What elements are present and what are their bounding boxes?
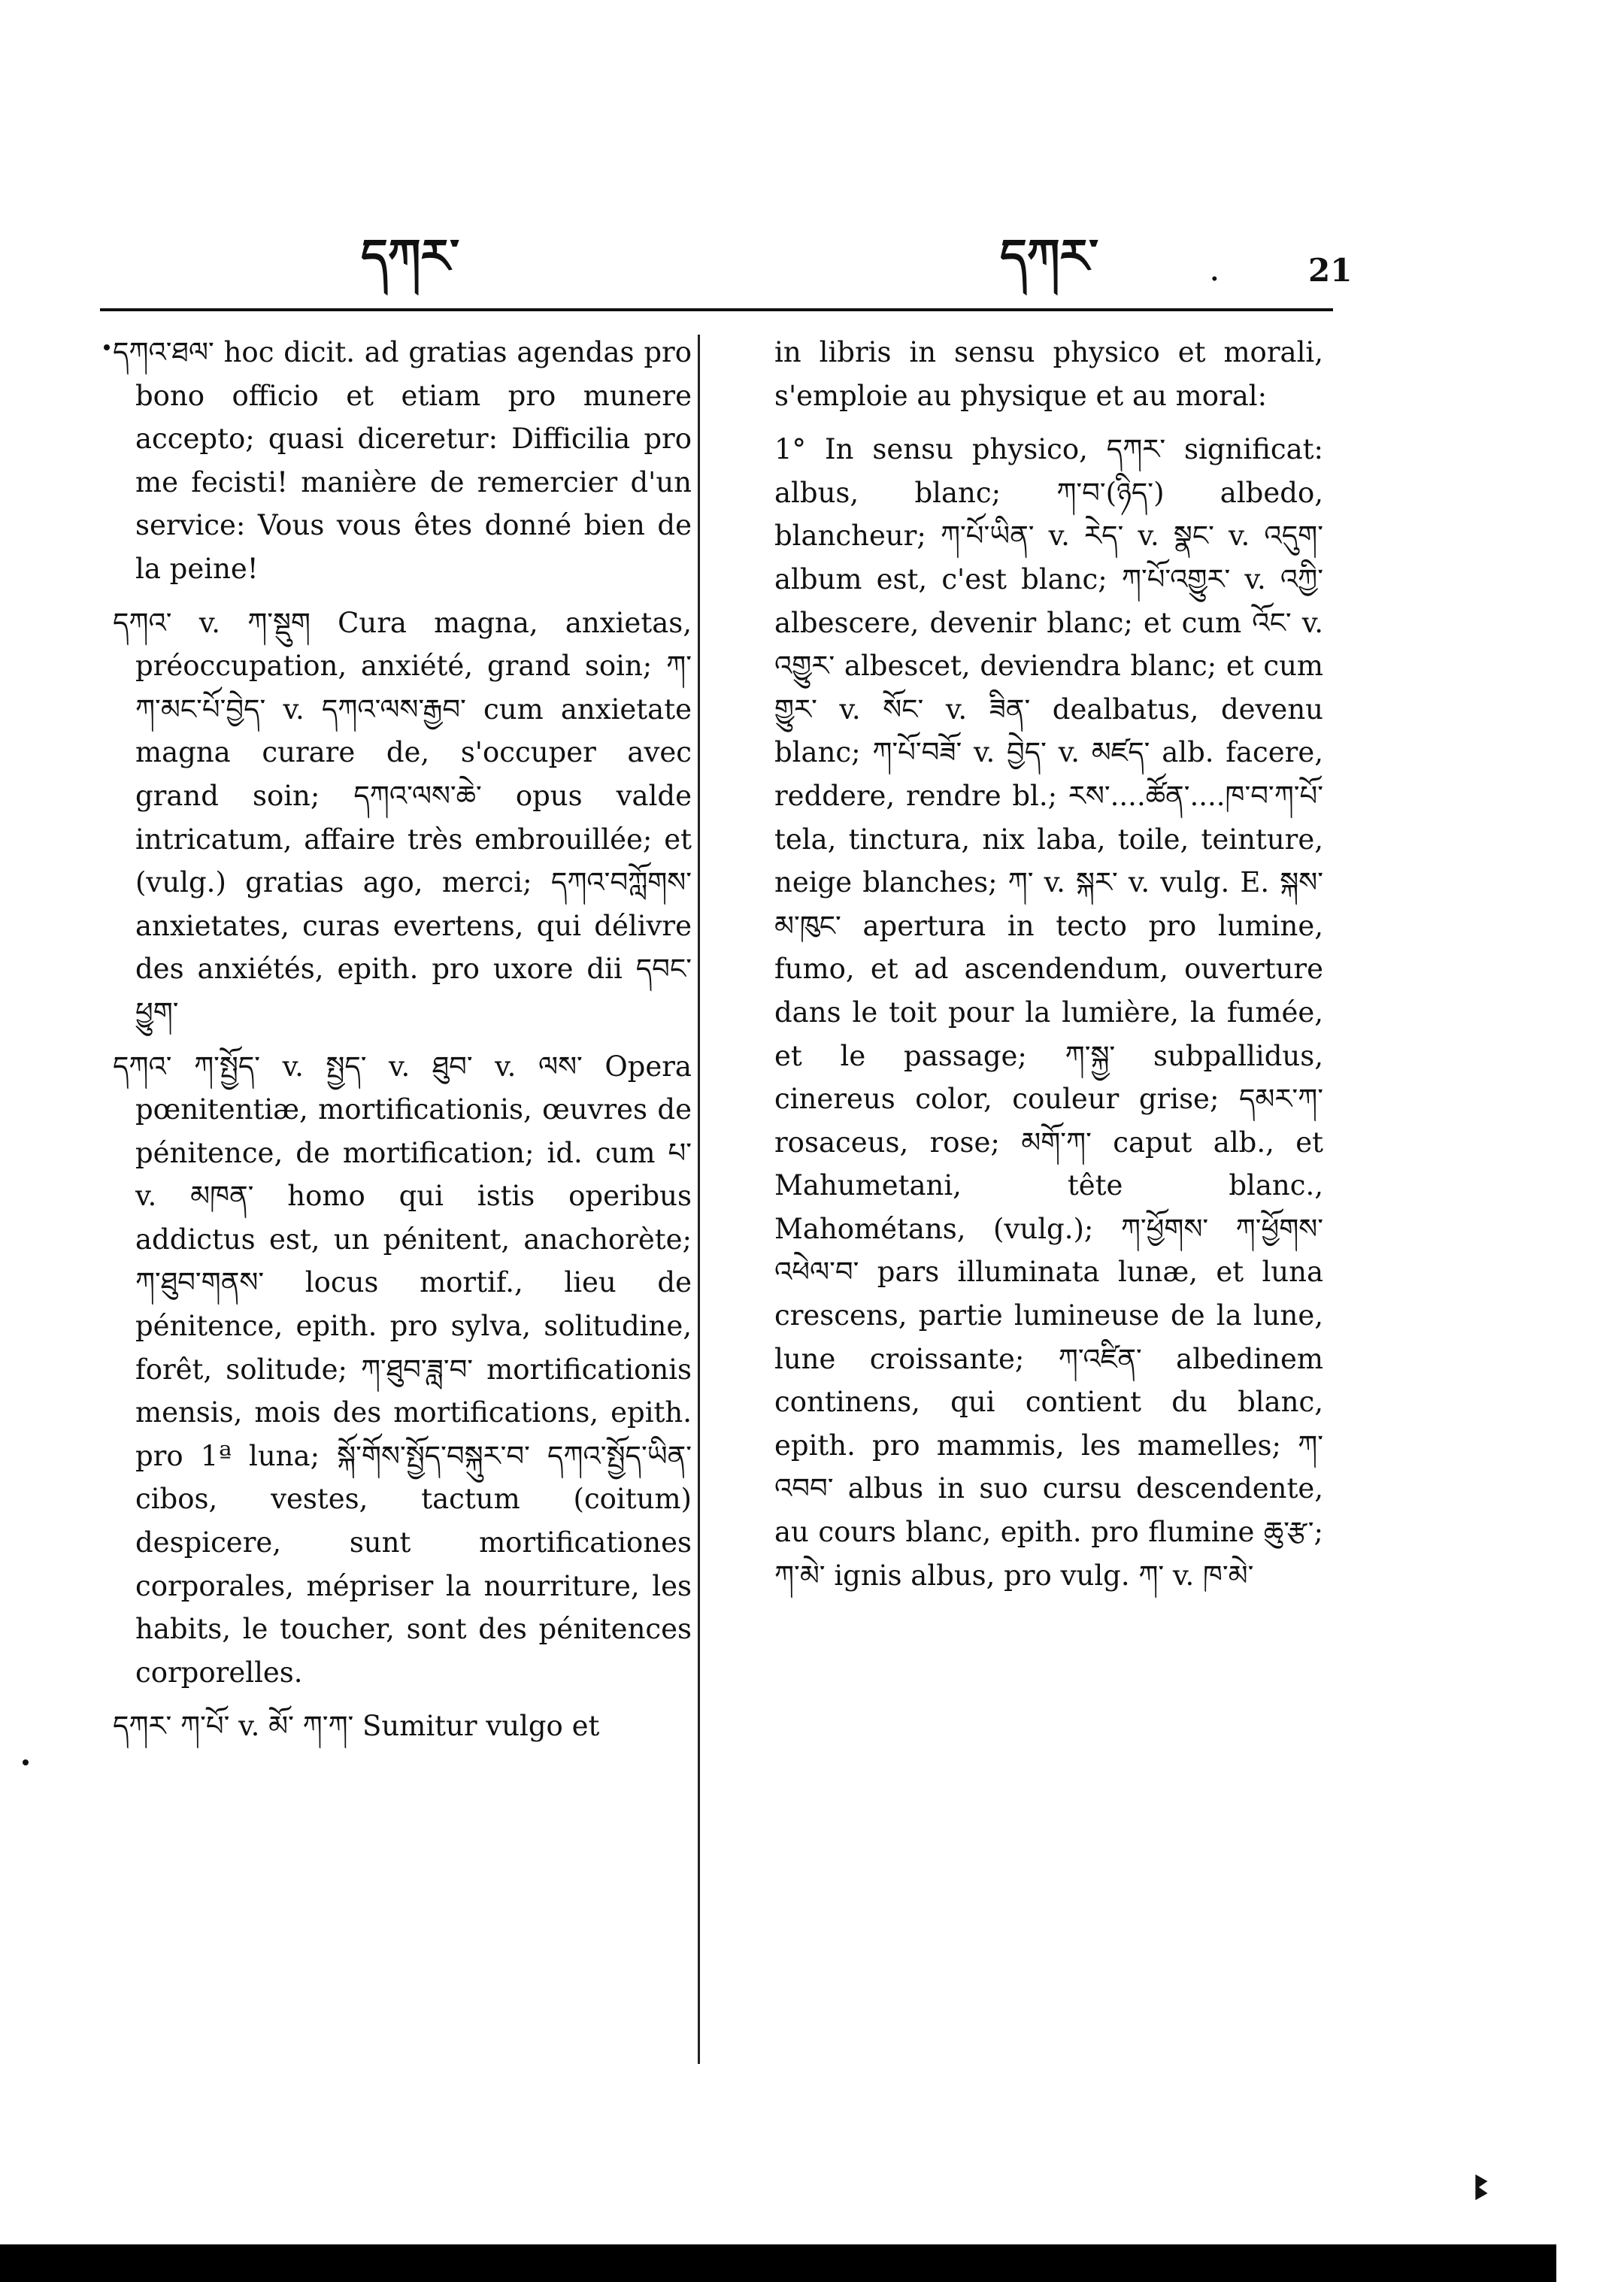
entry-dkah-opera: དཀའ་ ཀ་སྤྱོད་ v. སྤྱད་ v. ཐུབ་ v. ལས་ Opera pœnitentiæ, mortificationis, œuvres de pénitence, de mortification; id. cum པ་ v. མཁན་ homo qui istis operibus addictus est, un pénitent, anachorète; ཀ་ཐུབ་གནས་ locus mortif., lieu de pénitence, epith. pro sylva, solitudine, forêt, solitude; ཀ་ཐུབ་ཟླ་བ་ mortificationis mensis, mois des mortifications, epith. pro 1ª luna; སྐོ་གོས་སྤྱོད་བསྐུར་བ་ དཀའ་སྤྱོད་ཡིན་ cibos, vestes, tactum (coitum) despicere, sunt mortificationes corporales, mépriser la nourriture, les habits, le toucher, sont des pénitences corporelles. — [113, 1050, 692, 1689]
header-rule — [100, 308, 1333, 311]
signature-mark: ꔪ — [1474, 2169, 1489, 2208]
left-column — [113, 331, 692, 1759]
right-column — [774, 331, 1323, 1608]
scan-bottom-band — [0, 2244, 1556, 2282]
entry-dkah-cura: དཀའ་ v. ཀ་སྡུག Cura magna, anxietas, préoccupation, anxiété, grand soin; ཀ་ཀ་མང་པོ་བྱེད་ v. དཀའ་ལས་རྒྱབ་ cum anxietate magna curare de, s'occuper avec grand soin; དཀའ་ལས་ཆེ་ opus valde intricatum, affaire très embrouillée; et (vulg.) gratias ago, merci; དཀའ་བཀློགས་ anxietates, curas evertens, qui délivre des anxiétés, epith. pro uxore dii དབང་ཕྱུག་ — [113, 606, 692, 1029]
right-running-head: དཀར་ — [1000, 229, 1099, 283]
margin-dot — [104, 344, 110, 350]
entry-dkar-start: དཀར་ ཀ་པོ་ v. མོ་ ཀ་ཀ་ Sumitur vulgo et — [113, 1710, 600, 1743]
entry-dkar-continued: in libris in sensu physico et morali, s'emploie au physique et au moral: — [774, 336, 1323, 412]
entry-dkar-sensu-physico: 1° In sensu physico, དཀར་ significat: albus, blanc; ཀ་བ་(ཉིད་) albedo, blancheur; ཀ་པོ་ཡིན་ v. རེད་ v. སྣང་ v. འདུག་ album est, c'est blanc; ཀ་པོ་འགྱུར་ v. འཀྱི་ albescere, devenir blanc; et cum འོང་ v. འགྱུར་ albescet, deviendra blanc; et cum གྱུར་ v. སོང་ v. ཟིན་ dealbatus, devenu blanc; ཀ་པོ་བཟོ་ v. བྱེད་ v. མཛད་ alb. facere, reddere, rendre bl.; རས་....ཚོན་....ཁ་བ་ཀ་པོ་ tela, tinctura, nix laba, toile, teinture, neige blanches; ཀ་ v. སྐར་ v. vulg. E. སྐས་མ་ཁུང་ apertura in tecto pro lumine, fumo, et ad ascendendum, ouverture dans le toit pour la lumière, la fumée, et le passage; ཀ་སྐྱ་ subpallidus, cinereus color, couleur grise; དམར་ཀ་ rosaceus, rose; མགོ་ཀ་ caput alb., et Mahumetani, tête blanc., Mahométans, (vulg.); ཀ་ཕྱོགས་ ཀ་ཕྱོགས་འཕེལ་བ་ pars illuminata lunæ, et luna crescens, partie lumineuse de la lune, lune croissante; ཀ་འཛིན་ albedinem continens, qui contient du blanc, epith. pro mammis, les mamelles; ཀ་འབབ་ albus in suo cursu descendente, au cours blanc, epith. pro flumine ཆུ་རྩ་; ཀ་མེ་ ignis albus, pro vulg. ཀ་ v. ཁ་མེ་ — [774, 433, 1323, 1592]
entry-dkah-thal: དཀའ་ཐལ་ hoc dicit. ad gratias agendas pro bono officio et etiam pro munere accepto; quasi diceretur: Difficilia pro me fecisti! manière de remercier d'un service: Vous vous êtes donné bien de la peine! — [113, 336, 692, 585]
column-divider — [698, 335, 700, 2064]
header-dot: . — [1209, 248, 1220, 289]
page-number: 21 — [1308, 252, 1353, 289]
left-running-head: དཀར་ — [361, 229, 460, 283]
margin-dot — [23, 1759, 29, 1765]
